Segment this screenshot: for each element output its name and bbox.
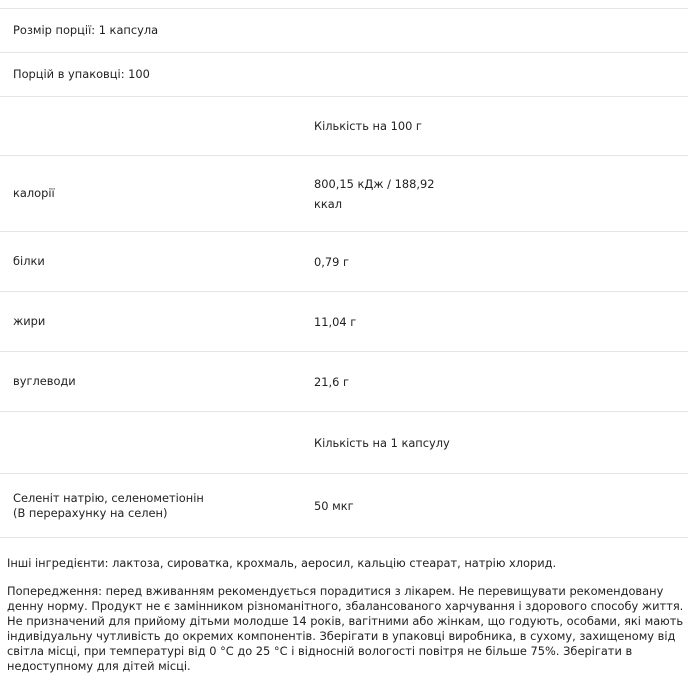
other-ingredients-text: Інші інгредієнти: лактоза, сироватка, крохмаль, аеросил, кальцію стеарат, натрію хлорид. — [7, 556, 557, 570]
serving-size-row — [0, 9, 688, 53]
nutrition-table — [0, 8, 688, 538]
serving-size-text: Розмір порції: 1 капсула — [13, 23, 159, 37]
amount-per-100g-header: Кількість на 100 г — [314, 119, 422, 133]
nutrient-name: жири — [13, 314, 46, 328]
ingredient-name: Селеніт натрію, селенометіонін (В перерахунку на селен) — [13, 490, 204, 520]
nutrient-value: 0,79 г — [314, 254, 349, 269]
table-header-row — [0, 97, 688, 156]
nutrient-name: вуглеводи — [13, 374, 76, 388]
table-row — [0, 232, 688, 292]
servings-per-container-row — [0, 53, 688, 97]
ingredient-value: 50 мкг — [314, 498, 354, 513]
table-row — [0, 352, 688, 412]
table-row — [0, 292, 688, 352]
table-row — [0, 156, 688, 232]
nutrient-name: білки — [13, 254, 45, 268]
nutrient-value: 800,15 кДж / 188,92 ккал — [314, 176, 435, 211]
amount-per-capsule-header: Кількість на 1 капсулу — [314, 435, 450, 450]
nutrient-name: калорії — [13, 186, 55, 200]
capsule-header-row — [0, 412, 688, 474]
servings-per-container-text: Порцій в упаковці: 100 — [13, 67, 150, 81]
nutrient-value: 21,6 г — [314, 374, 349, 389]
warning-text: Попередження: перед вживанням рекомендується порадитися з лікарем. Не перевищувати рекомендовану денну норму. Продукт не є замінником різноманітного, збалансованого харчування і здорового способу життя. Не призначений для прийому дітьми молодше 14 років, вагітними або жінкам, що годують, особами, які мають індивідуальну чутливість до окремих компонентів. Зберігати в упаковці виробника, в сухому, захищеному від світла місці, при температурі від 0 °С до 25 °С і відносній вологості повітря не більше 75%. Зберігати в недоступному для дітей місці. — [7, 584, 684, 673]
nutrient-value: 11,04 г — [314, 314, 357, 329]
table-row — [0, 474, 688, 538]
